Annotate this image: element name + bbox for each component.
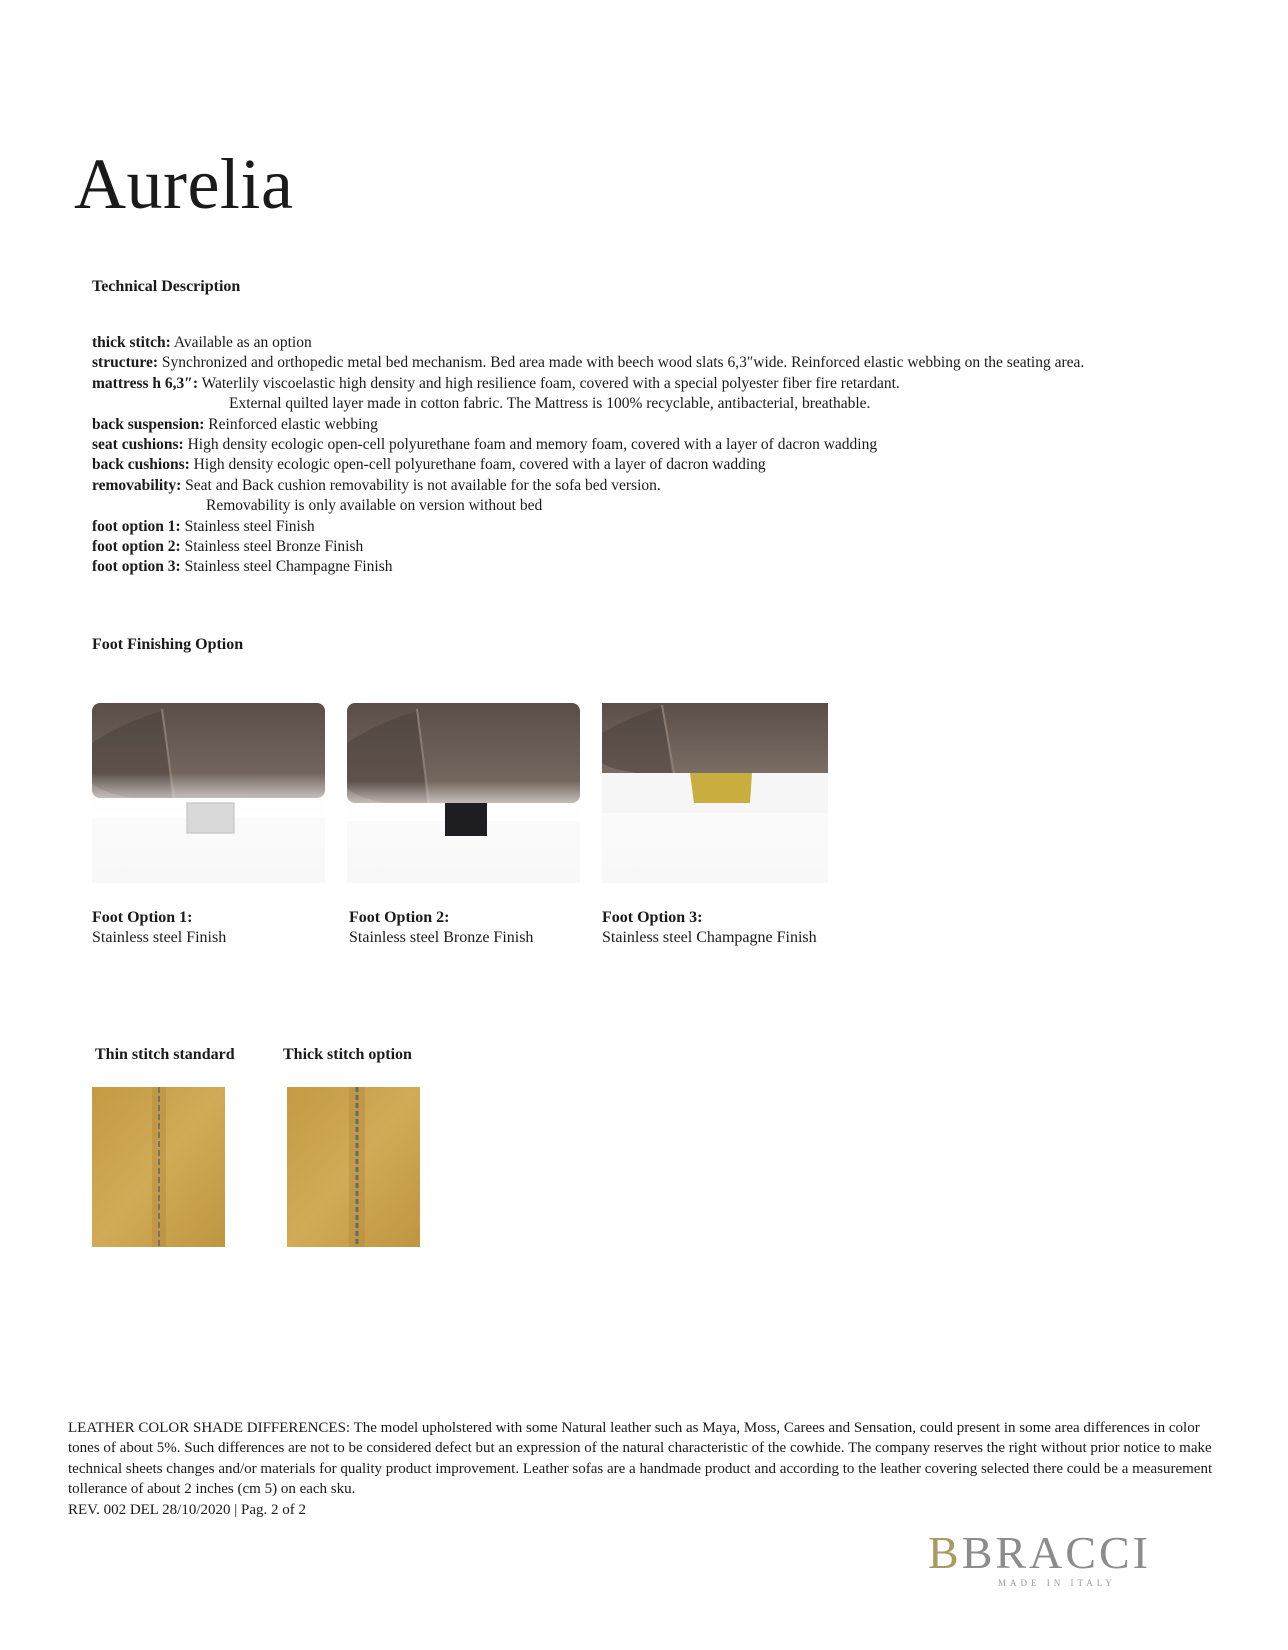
- spec-value: Available as an option: [173, 334, 312, 351]
- foot-1-shape: [187, 803, 234, 833]
- spec-back-cushions: [92, 455, 1242, 475]
- spec-structure: [92, 353, 1242, 373]
- spec-label: thick stitch:: [92, 334, 171, 351]
- foot-option-3-caption: [602, 908, 817, 948]
- spec-back-suspension: [92, 415, 1242, 435]
- spec-value: Stainless steel Finish: [184, 517, 315, 535]
- thick-stitch-swatch: [287, 1087, 420, 1247]
- spec-label: structure:: [92, 354, 158, 372]
- logo-tagline: MADE IN ITALY: [998, 1578, 1116, 1588]
- foot-option-2-caption: [349, 908, 533, 948]
- foot-option-1-image: [92, 703, 325, 883]
- spec-label: mattress h 6,3″:: [92, 374, 198, 392]
- spec-label: seat cushions:: [92, 436, 184, 454]
- spec-mattress-continuation: External quilted layer made in cotton fabric. The Mattress is 100% recyclable, antibacterial, breathable.: [229, 395, 871, 413]
- spec-label: removability:: [92, 476, 182, 494]
- logo-mark-first: B: [928, 1527, 962, 1578]
- spec-removability-continuation: Removability is only available on version without bed: [206, 497, 543, 515]
- spec-value: Synchronized and orthopedic metal bed mechanism. Bed area made with beech wood slats 6,3″wide. Reinforced elastic webbing on the seating area.: [161, 354, 1085, 372]
- spec-label: foot option 1:: [92, 517, 181, 535]
- spec-thick-stitch: [92, 333, 1242, 353]
- logo-mark: [928, 1527, 1192, 1578]
- page-title: Aurelia: [74, 144, 294, 224]
- spec-value: Stainless steel Champagne Finish: [184, 558, 393, 576]
- foot-option-title: Foot Option 2:: [349, 909, 450, 926]
- foot-option-desc: Stainless steel Champagne Finish: [602, 929, 817, 946]
- foot-2-shape: [445, 803, 487, 836]
- spec-foot-option-3: [92, 557, 1242, 577]
- thin-stitch-heading: Thin stitch standard: [95, 1046, 235, 1063]
- spec-value: High density ecologic open-cell polyurethane foam, covered with a layer of dacron wadding: [193, 456, 766, 474]
- foot-3-shape: [690, 773, 752, 803]
- spec-value: Seat and Back cushion removability is not available for the sofa bed version.: [185, 476, 661, 494]
- spec-value: Reinforced elastic webbing: [208, 415, 378, 433]
- spec-mattress: [92, 374, 1242, 394]
- foot-option-desc: Stainless steel Bronze Finish: [349, 929, 534, 946]
- spec-foot-option-1: [92, 517, 1242, 537]
- foot-option-title: Foot Option 3:: [602, 909, 703, 926]
- spec-label: back cushions:: [92, 456, 190, 474]
- spec-list: [92, 333, 1242, 578]
- spec-label: foot option 2:: [92, 538, 181, 556]
- spec-removability: [92, 476, 1242, 496]
- spec-label: back suspension:: [92, 415, 205, 433]
- bracci-logo: [928, 1527, 1192, 1594]
- foot-option-title: Foot Option 1:: [92, 909, 193, 926]
- foot-option-desc: Stainless steel Finish: [92, 929, 227, 946]
- spec-foot-option-2: [92, 537, 1242, 557]
- foot-finishing-heading: Foot Finishing Option: [92, 636, 244, 653]
- spec-label: foot option 3:: [92, 558, 181, 576]
- foot-option-2-image: [347, 703, 580, 883]
- revision-page: REV. 002 DEL 28/10/2020 | Pag. 2 of 2: [68, 1501, 307, 1518]
- spec-value: Waterlily viscoelastic high density and high resilience foam, covered with a special polyester fiber fire retardant.: [201, 374, 900, 392]
- thick-stitch-heading: Thick stitch option: [283, 1046, 412, 1063]
- foot-option-1-caption: [92, 908, 226, 948]
- thin-stitch-swatch: [92, 1087, 225, 1247]
- technical-description-heading: Technical Description: [92, 278, 241, 295]
- foot-option-3-image: [602, 703, 828, 883]
- disclaimer-text: LEATHER COLOR SHADE DIFFERENCES: The model upholstered with some Natural leather such as Maya, Moss, Carees and Sensation, could present in some area differences in color tones of about 5%. Such differences are not to be considered defect but an expression of the natural characteristic of the cowhide. The company reserves the right without prior notice to make technical sheets changes and/or materials for quality product improvement. Leather sofas are a handmade product and according to the leather covering selected there could be a measurement tollerance of about 2 inches (cm 5) on each sku.: [68, 1420, 1213, 1498]
- spec-seat-cushions: [92, 435, 1242, 455]
- spec-value: High density ecologic open-cell polyurethane foam and memory foam, covered with a layer of dacron wadding: [187, 436, 878, 454]
- disclaimer: [68, 1418, 1228, 1520]
- logo-mark-rest: BRACCI: [961, 1527, 1151, 1578]
- spec-value: Stainless steel Bronze Finish: [184, 538, 364, 556]
